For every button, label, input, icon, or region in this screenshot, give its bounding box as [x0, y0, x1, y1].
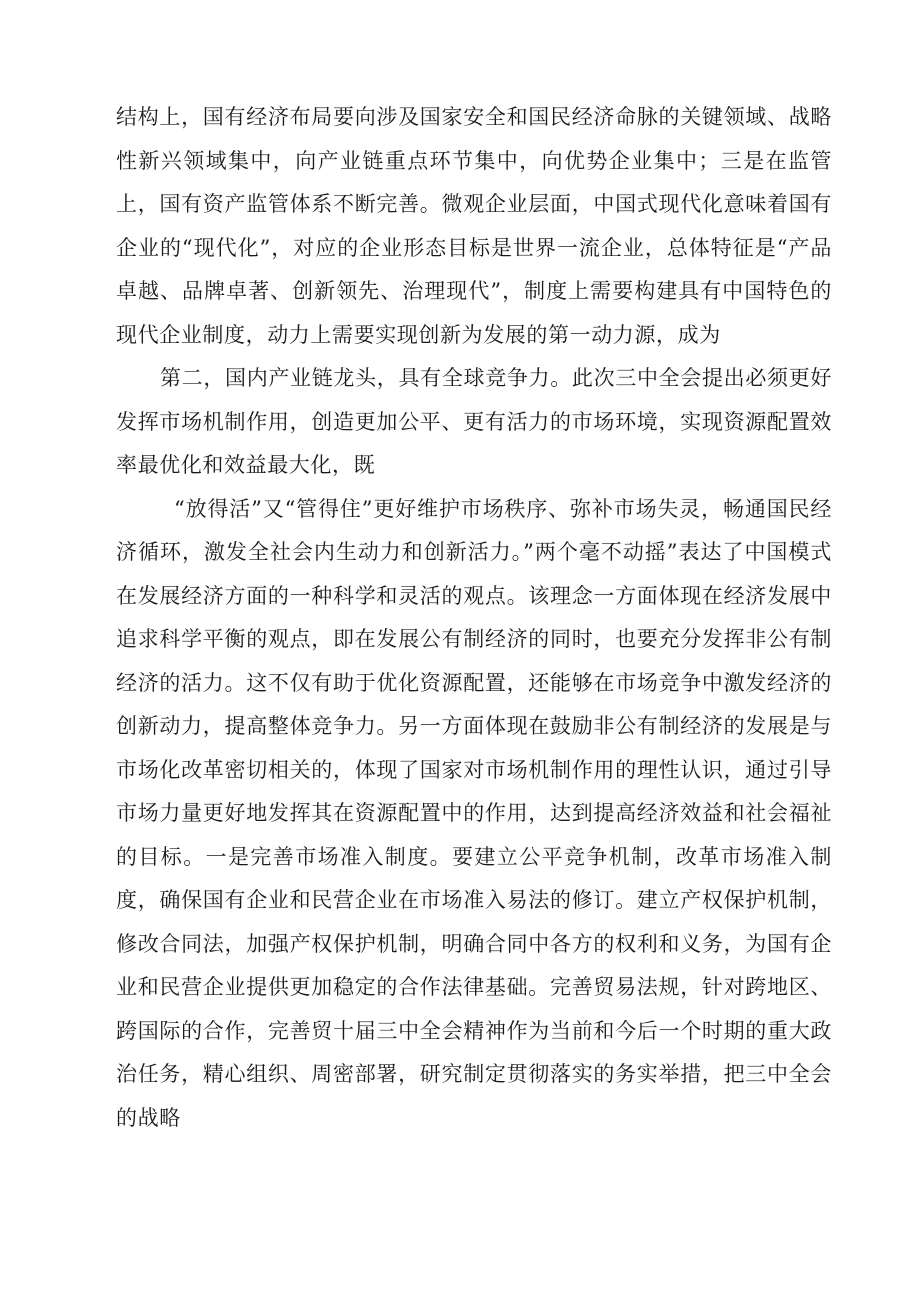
paragraph-continuation: 结构上，国有经济布局要向涉及国家安全和国民经济命脉的关键领域、战略性新兴领域集中，向产业链重点环节集中，向优势企业集中；三是在监管上，国有资产监管体系不断完善。微观企业层面，中国式现代化意味着国有企业的“现代化”，对应的企业形态目标是世界一流企业，总体特征是“产品卓越、品牌卓著、创新领先、治理现代”，制度上需要构建具有中国特色的现代企业制度，动力上需要实现创新为发展的第一动力源，成为 — [116, 105, 832, 347]
paragraph-second-point: 第二，国内产业链龙头，具有全球竞争力。此次三中全会提出必须更好发挥市场机制作用，创造更加公平、更有活力的市场环境，实现资源配置效率最优化和效益最大化，既 — [116, 366, 832, 477]
paragraph-market-mechanism: “放得活”又“管得住”更好维护市场秩序、弥补市场失灵，畅通国民经济循环，激发全社会内生动力和创新活力。”两个毫不动摇”表达了中国模式在发展经济方面的一种科学和灵活的观点。该理念一方面体现在经济发展中追求科学平衡的观点，即在发展公有制经济的同时，也要充分发挥非公有制经济的活力。这不仅有助于优化资源配置，还能够在市场竞争中激发经济的创新动力，提高整体竞争力。另一方面体现在鼓励非公有制经济的发展是与市场化改革密切相关的，体现了国家对市场机制作用的理性认识，通过引导市场力量更好地发挥其在资源配置中的作用，达到提高经济效益和社会福祉的目标。一是完善市场准入制度。要建立公平竞争机制，改革市场准入制度，确保国有企业和民营企业在市场准入易法的修订。建立产权保护机制，修改合同法，加强产权保护机制，明确合同中各方的权利和义务，为国有企业和民营企业提供更加稳定的合作法律基础。完善贸易法规，针对跨地区、跨国际的合作，完善贸十届三中全会精神作为当前和今后一个时期的重大政治任务，精心组织、周密部署，研究制定贯彻落实的务实举措，把三中全会的战略 — [116, 496, 832, 1130]
body-text — [116, 96, 832, 1140]
